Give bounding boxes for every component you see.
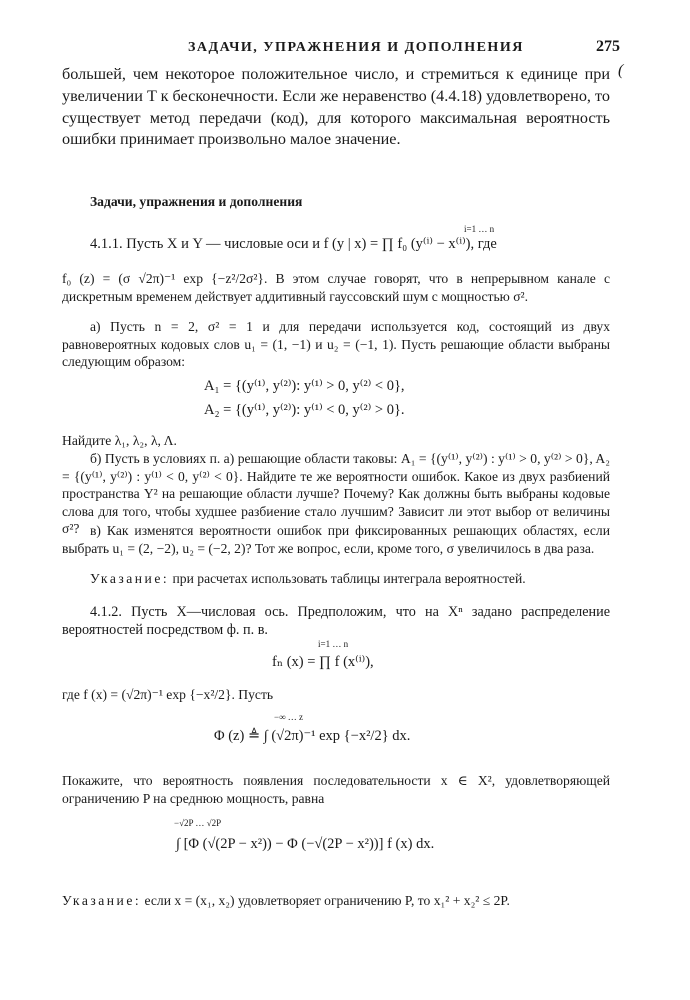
page-header bbox=[60, 38, 630, 60]
problem-4-1-1-intro: 4.1.1. Пусть X и Y — числовые оси и f (y | x) = ∏ f₀ (y⁽ⁱ⁾ − x⁽ⁱ⁾), где bbox=[90, 236, 497, 252]
integral-formula: ∫ [Φ (√(2P − x²)) − Φ (−√(2P − x²))] f (x) dx. bbox=[176, 836, 435, 852]
running-title: ЗАДАЧИ, УПРАЖНЕНИЯ И ДОПОЛНЕНИЯ bbox=[188, 40, 524, 55]
problem-4-1-2-hint bbox=[62, 892, 610, 910]
problem-4-1-1-part-b: б) Пусть в условиях п. а) решающие области таковы: A₁ = {(y⁽¹⁾, y⁽²⁾) : y⁽¹⁾ > 0, y⁽²⁾ > 0}, A₂ = {(y⁽¹⁾, y⁽²⁾) : y⁽¹⁾ < 0, y⁽²⁾ < 0}. Найдите те же вероятности ошибок. Какое из двух разбиений пространства Y² на решающие области лучше? Почему? Как должны быть выбраны кодовые слова для того, чтобы худшее разбиение стало лучшим? Зависит ли этот выбор от величины σ²? bbox=[62, 451, 610, 537]
product-limits: i=1 … n bbox=[318, 639, 349, 649]
problem-4-1-1-product-limits: i=1 … n bbox=[464, 224, 495, 234]
integral-limits: −√2P … √2P bbox=[174, 818, 222, 828]
hint-text-2: если x = (x₁, x₂) удовлетворяет ограничению P, то x₁² + x₂² ≤ 2P. bbox=[141, 893, 510, 908]
hint-label: Указание: bbox=[90, 571, 170, 586]
problem-4-1-2-where: где f (x) = (√2π)⁻¹ exp {−x²/2}. Пусть bbox=[62, 687, 274, 702]
problem-4-1-1-definition: f₀ (z) = (σ √2π)⁻¹ exp {−z²/2σ²}. В этом случае говорят, что в непрерывном канале с дискретным временем действует аддитивный гауссовский шум с мощностью σ². bbox=[62, 271, 610, 304]
page-number: 275 bbox=[596, 38, 620, 55]
region-a2-formula: A₂ = {(y⁽¹⁾, y⁽²⁾): y⁽¹⁾ < 0, y⁽²⁾ > 0}. bbox=[204, 402, 405, 418]
hint-label-2: Указание: bbox=[62, 893, 142, 908]
problem-4-1-1-part-c: в) Как изменятся вероятности ошибок при фиксированных решающих областях, если выбрать u₁ = (2, −2), u₂ = (−2, 2)? Тот же вопрос, если, кроме того, σ увеличилось в два раза. bbox=[62, 523, 610, 556]
phi-limits: −∞ … z bbox=[274, 712, 303, 722]
hint-text: при расчетах использовать таблицы интеграла вероятностей. bbox=[169, 571, 526, 586]
problem-4-1-1-find: Найдите λ₁, λ₂, λ, Λ. bbox=[62, 433, 177, 448]
phi-formula: Φ (z) ≜ ∫ (√2π)⁻¹ exp {−x²/2} dx. bbox=[214, 728, 411, 744]
product-formula: fₙ (x) = ∏ f (x⁽ⁱ⁾), bbox=[272, 654, 374, 670]
problem-4-1-2-intro: 4.1.2. Пусть X—числовая ось. Предположим, что на Xⁿ задано распределение вероятностей посредством ф. п. в. bbox=[62, 604, 610, 638]
problem-4-1-1-hint bbox=[62, 570, 610, 588]
problem-4-1-1-part-a: а) Пусть n = 2, σ² = 1 и для передачи используется код, состоящий из двух равновероятных кодовых слов u₁ = (1, −1) и u₂ = (−1, 1). Пусть решающие области выбраны следующим образом: bbox=[62, 319, 610, 370]
problem-4-1-2-show: Покажите, что вероятность появления последовательности x ∈ X², удовлетворяющей ограничению P на среднюю мощность, равна bbox=[62, 773, 610, 806]
intro-paragraph: большей, чем некоторое положительное число, и стремиться к единице при увеличении T к бесконечности. Если же неравенство (4.4.18) удовлетворено, то существует метод передачи (код), для которого максимальная вероятность ошибки принимает произвольно малое значение. bbox=[62, 65, 610, 149]
section-heading: Задачи, упражнения и дополнения bbox=[90, 194, 303, 209]
region-a1-formula: A₁ = {(y⁽¹⁾, y⁽²⁾): y⁽¹⁾ > 0, y⁽²⁾ < 0}, bbox=[204, 378, 405, 394]
margin-mark: ( bbox=[618, 62, 624, 79]
